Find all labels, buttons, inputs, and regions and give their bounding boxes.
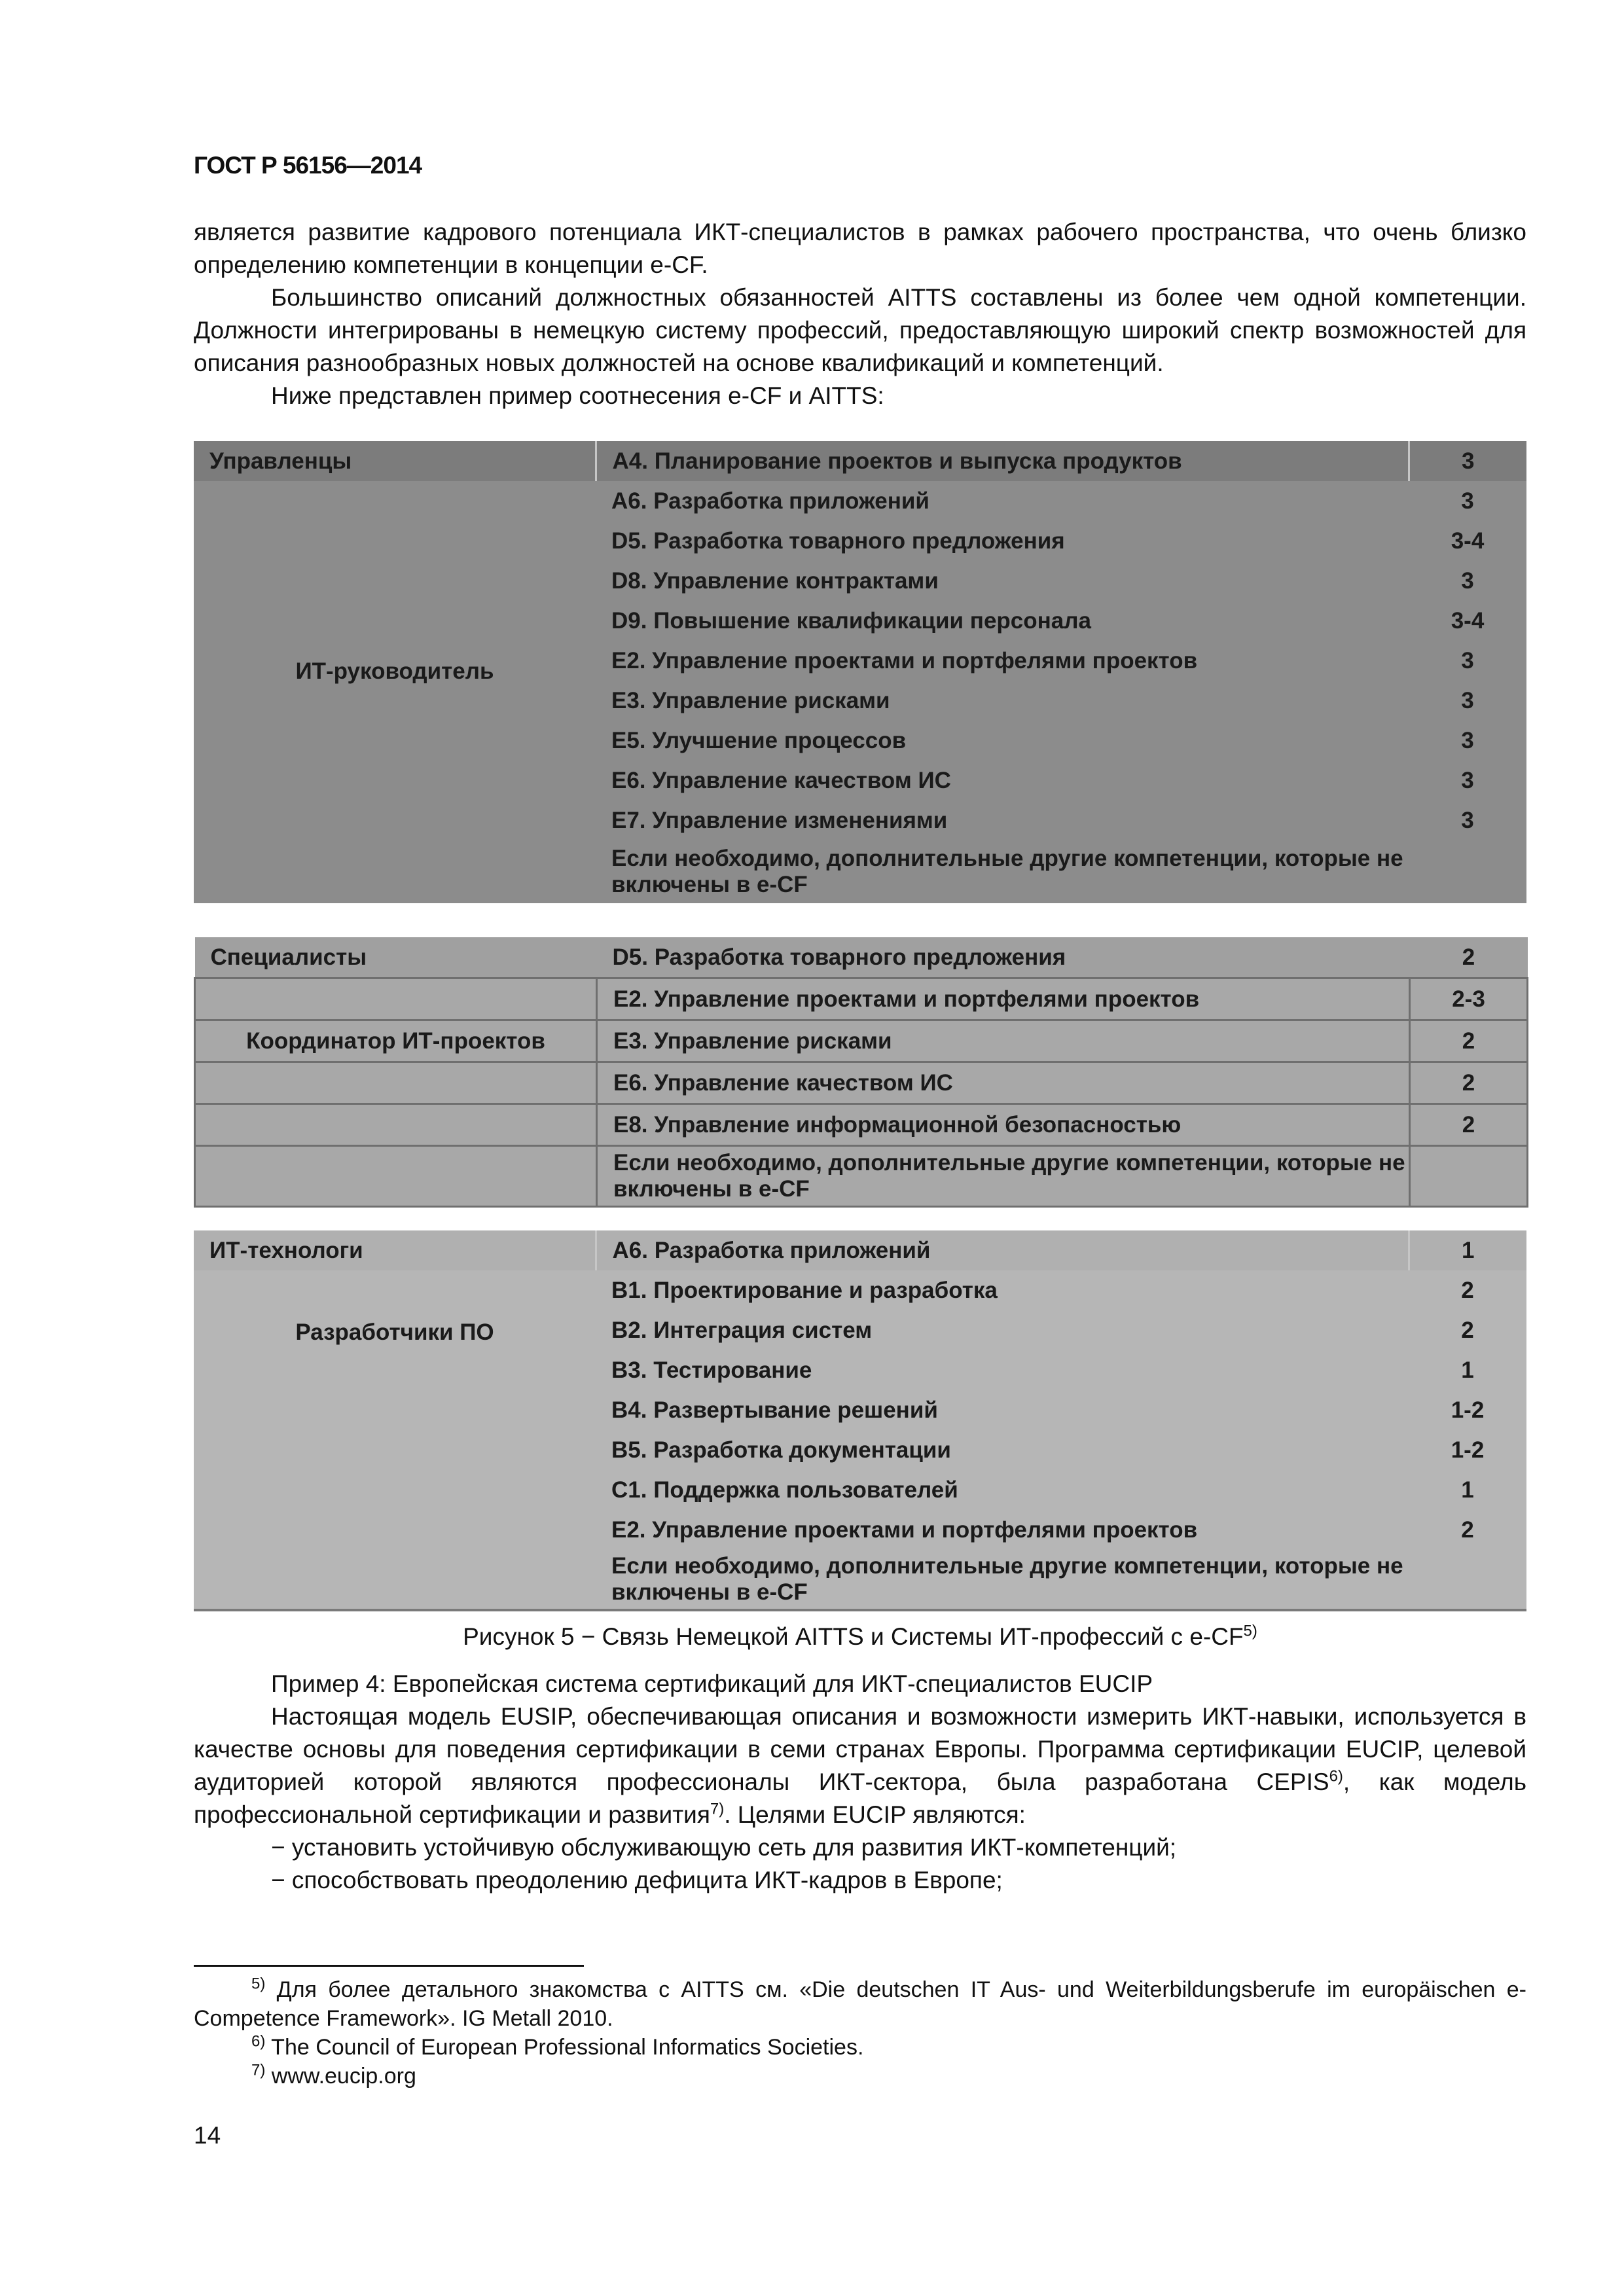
intro-paragraph-3: Ниже представлен пример соотнесения e-CF и AITTS: (271, 382, 884, 409)
competence-table-specialists (194, 937, 1528, 1208)
role-label: Координатор ИТ-проектов (195, 1020, 597, 1062)
competence-cell: В3. Тестирование (611, 1357, 812, 1383)
level-cell: 3 (1461, 767, 1474, 793)
level-cell: 3 (1461, 727, 1474, 753)
footnote-ref: 6) (1329, 1767, 1343, 1785)
footnotes (194, 1975, 1526, 2090)
competence-cell: D5. Разработка товарного предложения (611, 528, 1065, 554)
competence-cell: Е6. Управление качеством ИС (611, 767, 951, 793)
table-row (195, 978, 1528, 1020)
competence-cell: В2. Интеграция систем (611, 1317, 873, 1343)
level-cell: 2 (1410, 1104, 1528, 1146)
footnote-item (194, 1975, 1526, 2033)
level-cell: 3 (1461, 647, 1474, 673)
eucip-text-b: , как модель профессиональной сертификации и развития (194, 1768, 1526, 1828)
level-cell: 3 (1461, 807, 1474, 833)
level-cell: 2 (1410, 937, 1528, 978)
level-cell: 2 (1410, 1062, 1528, 1104)
competence-cell: Если необходимо, дополнительные другие компетенции, которые не включены в e-CF (597, 1146, 1410, 1207)
level-cell: 1 (1461, 1477, 1474, 1503)
level-cell: 1 (1461, 1357, 1474, 1383)
footnote-text: www.eucip.org (265, 2064, 416, 2089)
level-cell: 3 (1461, 567, 1474, 594)
competence-cell: С1. Поддержка пользователей (611, 1477, 958, 1503)
category-label: Специалисты (195, 937, 597, 978)
figure-caption-text: Рисунок 5 − Связь Немецкой AITTS и Системы ИТ-профессий с e-CF (463, 1623, 1244, 1650)
role-spacer-cell (195, 1062, 597, 1104)
competence-cell: Е2. Управление проектами и портфелями проектов (611, 647, 1198, 673)
role-label (194, 481, 596, 903)
level-cell: 2-3 (1410, 978, 1528, 1020)
level-cell: 1-2 (1451, 1437, 1485, 1463)
level-cell: 3 (1409, 441, 1526, 481)
table-row (194, 441, 1526, 481)
role-spacer-cell (195, 1146, 597, 1207)
bullet-item: − способствовать преодолению дефицита ИКТ-кадров в Европе; (271, 1867, 1003, 1893)
body-text (194, 1668, 1526, 1897)
intro-text (194, 216, 1526, 412)
role-label (194, 1270, 596, 1610)
competence-cell: Е5. Улучшение процессов (611, 727, 907, 753)
footnote-ref: 7) (710, 1800, 725, 1818)
competence-cell: В1. Проектирование и разработка (611, 1277, 998, 1303)
competence-cell: А6. Разработка приложений (611, 488, 929, 514)
competence-table-managers (194, 441, 1526, 903)
competence-cell: Е8. Управление информационной безопасностью (597, 1104, 1410, 1146)
bullet-item: − установить устойчивую обслуживающую сеть для развития ИКТ-компетенций; (271, 1834, 1177, 1861)
role-spacer-cell (195, 1104, 597, 1146)
footnote-ref: 5) (251, 1975, 266, 1993)
level-cell: 1 (1409, 1230, 1526, 1270)
table-row (195, 1062, 1528, 1104)
level-cell: 3 (1461, 488, 1474, 514)
table-row (194, 481, 1526, 521)
competence-cell: Е3. Управление рисками (597, 1020, 1410, 1062)
footnote-ref: 5) (1243, 1622, 1257, 1640)
level-cell: 2 (1461, 1516, 1474, 1543)
competence-cell: В4. Развертывание решений (611, 1397, 938, 1423)
example-heading: Пример 4: Европейская система сертификаций для ИКТ-специалистов EUCIP (271, 1670, 1153, 1697)
table-row (195, 1146, 1528, 1207)
intro-paragraph-1: является развитие кадрового потенциала ИКТ-специалистов в рамках рабочего пространства, что очень близко определению компетенции в концепции e-CF. (194, 219, 1526, 278)
competence-cell: D8. Управление контрактами (611, 567, 939, 594)
level-cell: 3 (1461, 687, 1474, 713)
footnote-text: The Council of European Professional Informatics Societies. (265, 2035, 864, 2060)
figure-caption (194, 1623, 1526, 1651)
footnote-divider (194, 1965, 584, 1967)
category-label: ИТ-технологи (194, 1230, 596, 1270)
competence-cell: Е7. Управление изменениями (611, 807, 948, 833)
competence-table-it-technologists (194, 1230, 1526, 1611)
category-label: Управленцы (194, 441, 596, 481)
footnote-text: Для более детального знакомства с AITTS см. «Die deutschen IT Aus- und Weiterbildungsberufe im europäischen e-Competence Framework». IG Metall 2010. (194, 1977, 1526, 2031)
competence-cell: Е3. Управление рисками (611, 687, 890, 713)
page-number: 14 (194, 2122, 221, 2149)
role-spacer-cell (195, 978, 597, 1020)
footnote-ref: 6) (251, 2032, 266, 2051)
level-cell: 3-4 (1451, 607, 1485, 634)
role-label-text: Разработчики ПО (295, 1319, 494, 1345)
competence-cell: Е2. Управление проектами и портфелями проектов (611, 1516, 1198, 1543)
level-cell (1409, 840, 1526, 903)
level-cell (1409, 1550, 1526, 1610)
table-row (195, 937, 1528, 978)
level-cell (1410, 1146, 1528, 1207)
level-cell: 3-4 (1451, 528, 1485, 554)
competence-cell: В5. Разработка документации (611, 1437, 951, 1463)
table-row (195, 1020, 1528, 1062)
table-row (194, 1230, 1526, 1270)
eucip-text-c: . Целями EUCIP являются: (724, 1801, 1026, 1828)
level-cell: 2 (1461, 1317, 1474, 1343)
table-row (195, 1104, 1528, 1146)
competence-cell: Е6. Управление качеством ИС (597, 1062, 1410, 1104)
competence-cell: А4. Планирование проектов и выпуска продуктов (596, 441, 1409, 481)
level-cell: 1-2 (1451, 1397, 1485, 1423)
footnote-item (194, 2062, 1526, 2090)
competence-cell: А6. Разработка приложений (596, 1230, 1409, 1270)
footnote-ref: 7) (251, 2061, 266, 2079)
eucip-text-a: Настоящая модель EUSIP, обеспечивающая описания и возможности измерить ИКТ-навыки, используется в качестве основы для поведения сертификации в семи странах Европы. Программа сертификации EUCIP, целевой аудиторией которой являются профессионалы ИКТ-сектора, была разработана CEPIS (194, 1703, 1526, 1795)
eucip-paragraph (194, 1700, 1526, 1831)
competence-cell: D5. Разработка товарного предложения (597, 937, 1410, 978)
competence-cell: D9. Повышение квалификации персонала (611, 607, 1091, 634)
competence-cell: Если необходимо, дополнительные другие компетенции, которые не включены в e-CF (611, 846, 1403, 897)
table-row (194, 1270, 1526, 1310)
footnote-item (194, 2033, 1526, 2062)
standard-header: ГОСТ Р 56156—2014 (194, 152, 422, 179)
level-cell: 2 (1461, 1277, 1474, 1303)
intro-paragraph-2: Большинство описаний должностных обязанностей AITTS составлены из более чем одной компетенции. Должности интегрированы в немецкую систему профессий, предоставляющую широкий спектр возможностей для описания разнообразных новых должностей на основе квалификаций и компетенций. (194, 284, 1526, 376)
role-label-text: ИТ-руководитель (295, 658, 494, 684)
competence-cell: Если необходимо, дополнительные другие компетенции, которые не включены в e-CF (596, 1550, 1409, 1610)
competence-cell: Е2. Управление проектами и портфелями проектов (597, 978, 1410, 1020)
level-cell: 2 (1410, 1020, 1528, 1062)
